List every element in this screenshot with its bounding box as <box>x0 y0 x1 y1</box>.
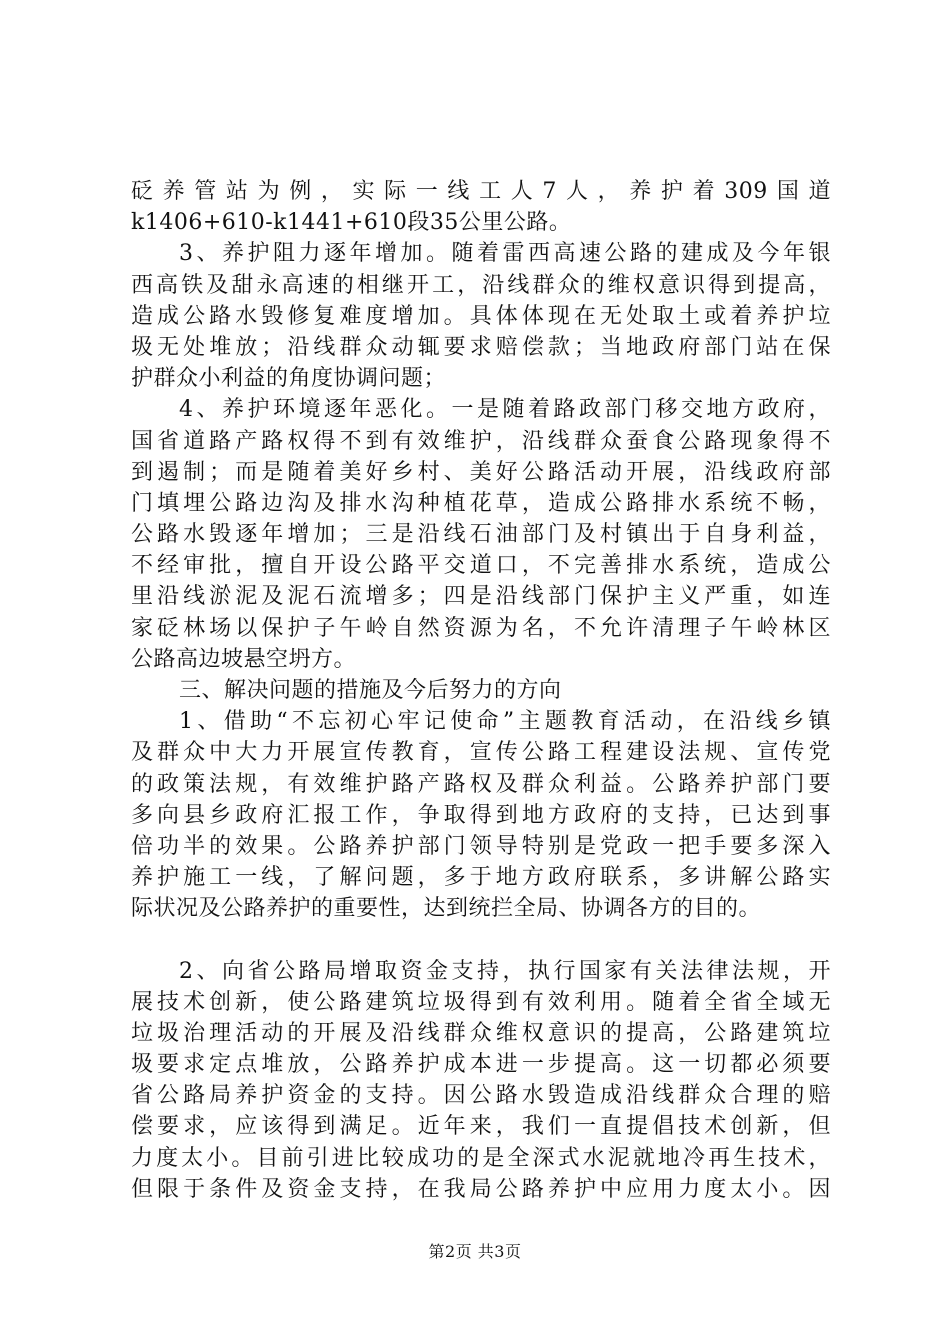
text-line: 但限于条件及资金支持，在我局公路养护中应用力度太小。因 <box>131 1176 831 1202</box>
text-line: 1、借助“不忘初心牢记使命”主题教育活动，在沿线乡镇 <box>179 709 831 735</box>
text-line: 养护施工一线，了解问题，多于地方政府联系，多讲解公路实 <box>131 865 831 891</box>
text-line: 垃圾治理活动的开展及沿线群众维权意识的提高，公路建筑垃 <box>131 1020 831 1046</box>
paragraph-gap <box>131 925 831 956</box>
text-line: 4、养护环境逐年恶化。一是随着路政部门移交地方政府， <box>179 397 831 423</box>
text-line: 门填埋公路边沟及排水沟种植花草，造成公路排水系统不畅， <box>131 490 831 516</box>
text-line: 护群众小利益的角度协调问题； <box>131 366 447 392</box>
text-line: 圾要求定点堆放，公路养护成本进一步提高。这一切都必须要 <box>131 1052 831 1078</box>
text-line: 省公路局养护资金的支持。因公路水毁造成沿线群众合理的赔 <box>131 1083 831 1109</box>
text-line: 砭养管站为例，实际一线工人7人，养护着309国道 <box>131 179 831 204</box>
text-line: 圾无处堆放；沿线群众动辄要求赔偿款；当地政府部门站在保 <box>131 334 831 360</box>
paragraph <box>131 706 831 924</box>
paragraph <box>131 956 831 1206</box>
text-line: 展技术创新，使公路建筑垃圾得到有效利用。随着全省全域无 <box>131 989 831 1015</box>
text-line: 国省道路产路权得不到有效维护，沿线群众蚕食公路现象得不 <box>131 428 831 454</box>
text-line: 多向县乡政府汇报工作，争取得到地方政府的支持，已达到事 <box>131 802 831 828</box>
paragraph <box>131 394 831 675</box>
page-footer: 第2页 共3页 <box>428 1242 522 1261</box>
paragraph <box>131 176 831 238</box>
text-line: 偿要求，应该得到满足。近年来，我们一直提倡技术创新，但 <box>131 1114 831 1140</box>
text-line: 2、向省公路局增取资金支持，执行国家有关法律法规，开 <box>179 958 831 984</box>
text-line: 3、养护阻力逐年增加。随着雷西高速公路的建成及今年银 <box>179 241 831 267</box>
text-line: 家砭林场以保护子午岭自然资源为名，不允许清理子午岭林区 <box>131 615 831 641</box>
text-line: 的政策法规，有效维护路产路权及群众利益。公路养护部门要 <box>131 771 831 797</box>
text-line: 造成公路水毁修复难度增加。具体体现在无处取土或着养护垃 <box>131 303 831 329</box>
paragraph <box>131 238 831 394</box>
text-line: 三、解决问题的措施及今后努力的方向 <box>179 678 562 703</box>
text-line: k1406+610-k1441+610段35公里公路。 <box>131 210 572 236</box>
text-line: 倍功半的效果。公路养护部门领导特别是党政一把手要多深入 <box>131 833 831 859</box>
text-line: 公路高边坡悬空坍方。 <box>131 646 357 672</box>
text-line: 不经审批，擅自开设公路平交道口，不完善排水系统，造成公 <box>131 553 831 579</box>
document-body <box>131 176 831 1205</box>
text-line: 西高铁及甜永高速的相继开工，沿线群众的维权意识得到提高， <box>131 272 831 298</box>
text-line: 里沿线淤泥及泥石流增多；四是沿线部门保护主义严重，如连 <box>131 584 831 610</box>
text-line: 力度太小。目前引进比较成功的是全深式水泥就地冷再生技术， <box>131 1145 831 1171</box>
text-line: 际状况及公路养护的重要性，达到统拦全局、协调各方的目的。 <box>131 896 762 922</box>
paragraph <box>131 675 831 706</box>
text-line: 到遏制；而是随着美好乡村、美好公路活动开展，沿线政府部 <box>131 459 831 485</box>
text-line: 公路水毁逐年增加；三是沿线石油部门及村镇出于自身利益， <box>131 522 831 548</box>
text-line: 及群众中大力开展宣传教育，宣传公路工程建设法规、宣传党 <box>131 740 831 766</box>
